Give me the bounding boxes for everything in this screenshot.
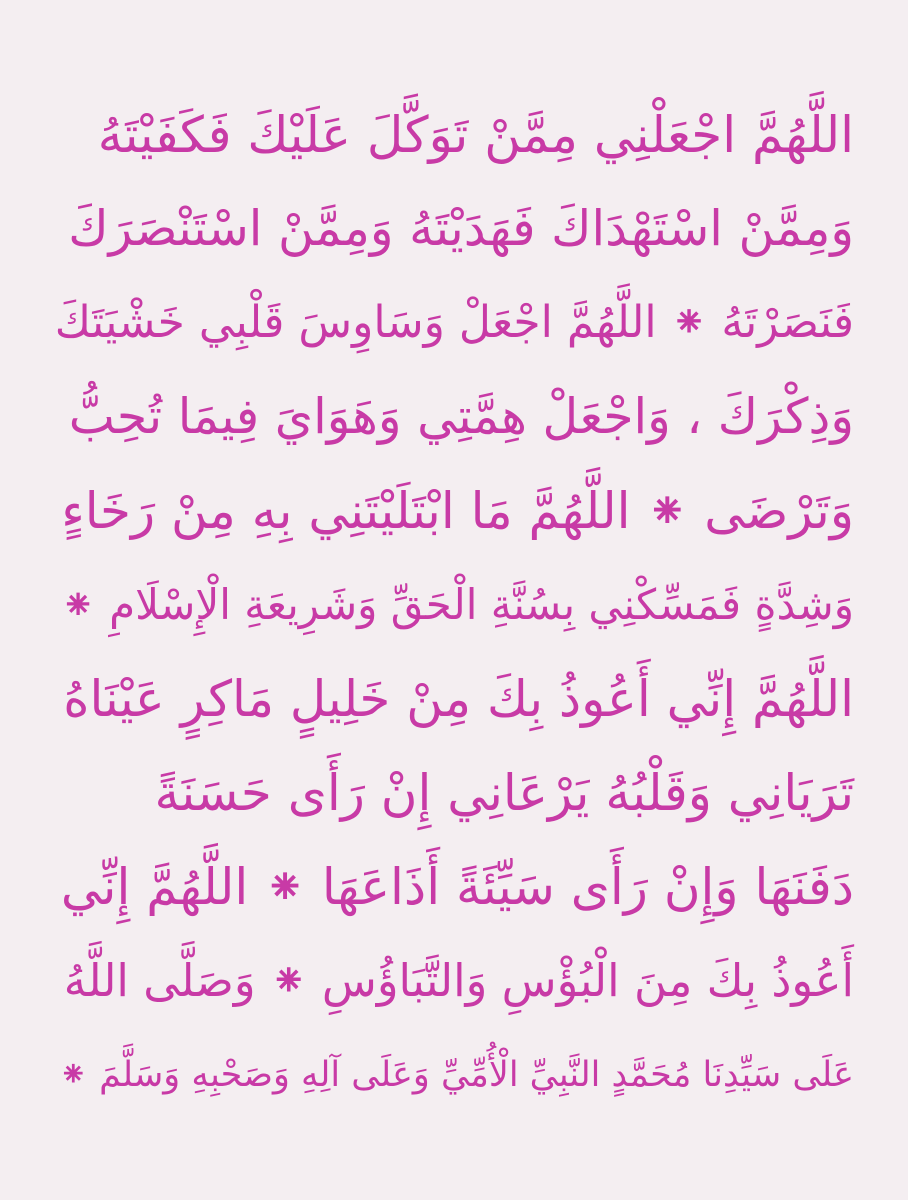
text-line-3: فَنَصَرْتَهُ ⁕ اللَّهُمَّ اجْعَلْ وَسَاوِسَ قَلْبِي خَشْيَتَكَ (54, 297, 854, 348)
text-line-11: عَلَى سَيِّدِنَا مُحَمَّدٍ النَّبِيِّ الْأُمِّيِّ وَعَلَى آلِهِ وَصَحْبِهِ وَسَلَّمَ ⁕ (58, 1055, 854, 1095)
text-line-10: أَعُوذُ بِكَ مِنَ الْبُؤْسِ وَالتَّبَاؤُسِ ⁕ وَصَلَّى اللَّهُ (63, 954, 854, 1007)
text-line-5: وَتَرْضَى ⁕ اللَّهُمَّ مَا ابْتَلَيْتَنِي بِهِ مِنْ رَخَاءٍ (61, 482, 854, 540)
text-line-1: اللَّهُمَّ اجْعَلْنِي مِمَّنْ تَوَكَّلَ عَلَيْكَ فَكَفَيْتَهُ (97, 106, 854, 164)
text-line-4: وَذِكْرَكَ ، وَاجْعَلْ هِمَّتِي وَهَوَايَ فِيمَا تُحِبُّ (68, 388, 854, 445)
text-line-6: وَشِدَّةٍ فَمَسِّكْنِي بِسُنَّةِ الْحَقِّ وَشَرِيعَةِ الْإِسْلَامِ ⁕ (60, 580, 854, 629)
text-line-2: وَمِمَّنْ اسْتَهْدَاكَ فَهَدَيْتَهُ وَمِمَّنْ اسْتَنْصَرَكَ (68, 200, 854, 257)
prayer-text (54, 88, 854, 1122)
text-line-8: تَرَيَانِي وَقَلْبُهُ يَرْعَانِي إِنْ رَأَى حَسَنَةً (154, 764, 854, 822)
text-line-7: اللَّهُمَّ إِنِّي أَعُوذُ بِكَ مِنْ خَلِيلٍ مَاكِرٍ عَيْنَاهُ (63, 670, 854, 728)
text-line-9: دَفَنَهَا وَإِنْ رَأَى سَيِّئَةً أَذَاعَهَا ⁕ اللَّهُمَّ إِنِّي (60, 858, 854, 916)
